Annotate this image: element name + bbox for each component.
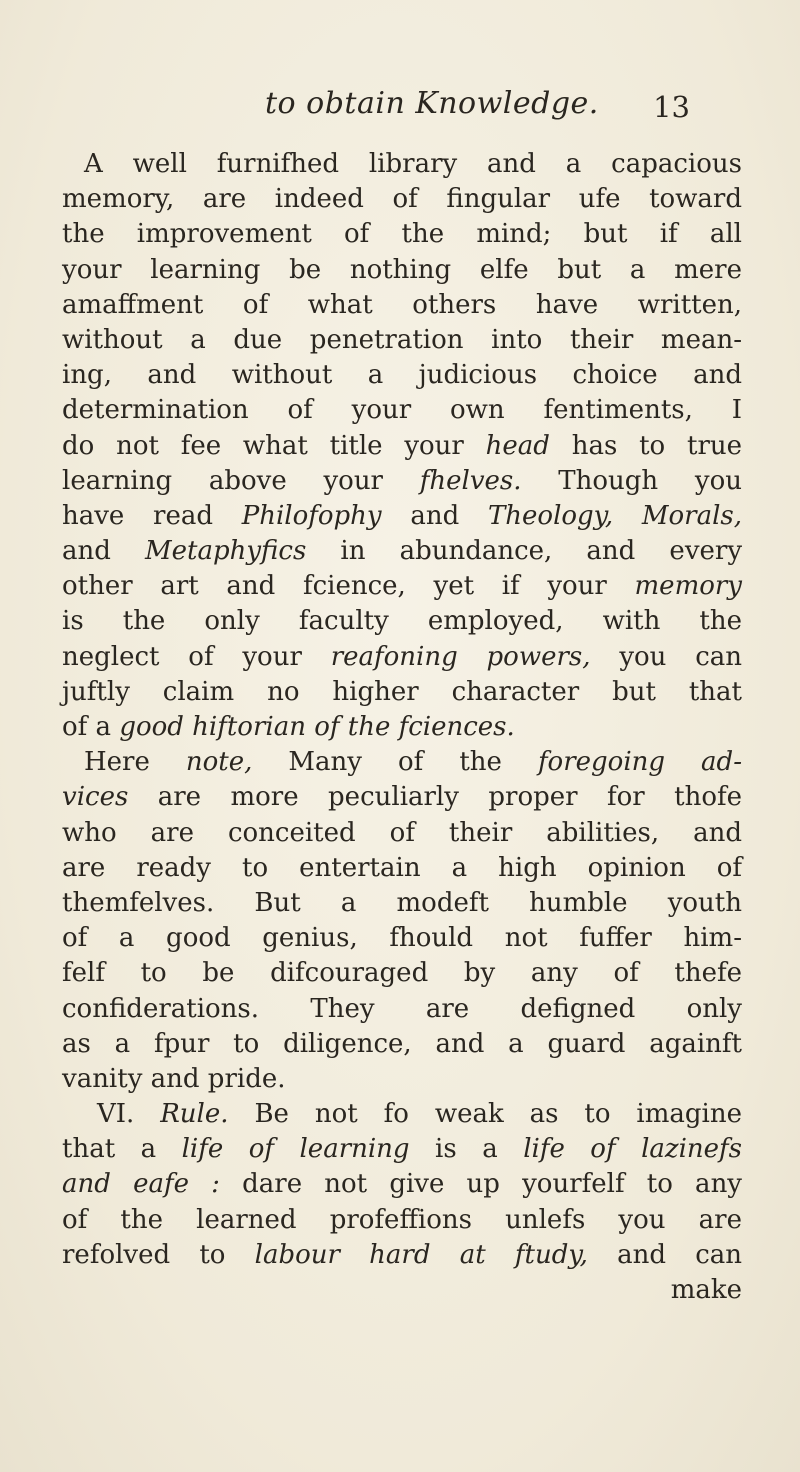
text-line: are ready to entertain a high opinion of: [62, 852, 742, 883]
running-head: to obtain Knowledge.: [265, 86, 599, 121]
text-line: other art and fcience, yet if your memory: [62, 571, 742, 602]
text-line: of a good hiftorian of the fciences.: [62, 712, 515, 742]
page-header: [60, 86, 740, 136]
text-line: VI. Rule. Be not fo weak as to imagine: [97, 1099, 742, 1130]
text-line: learning above your fhelves. Though you: [62, 465, 742, 496]
text-line: who are conceited of their abilities, and: [62, 817, 742, 848]
text-line: that a life of learning is a life of lazinefs: [62, 1134, 742, 1165]
text-line: the improvement of the mind; but if all: [62, 219, 742, 250]
text-line: amaffment of what others have written,: [62, 289, 742, 320]
body-text: [62, 147, 742, 1308]
text-line: felf to be difcouraged by any of thefe: [62, 958, 742, 989]
text-line: refolved to labour hard at ftudy, and can: [62, 1239, 742, 1270]
text-line: do not fee what title your head has to true: [62, 430, 742, 461]
text-line: of the learned profeffions unlefs you are: [62, 1204, 742, 1235]
text-line: Here note, Many of the foregoing ad-: [84, 747, 742, 778]
text-line: without a due penetration into their mean-: [62, 324, 742, 355]
text-line: confiderations. They are defigned only: [62, 993, 742, 1024]
text-line: themfelves. But a modeft humble youth: [62, 887, 742, 918]
text-line: juftly claim no higher character but that: [62, 676, 742, 707]
text-line: A well furnifhed library and a capacious: [84, 149, 742, 179]
text-line: as a fpur to diligence, and a guard againft: [62, 1028, 742, 1059]
text-line: ing, and without a judicious choice and: [62, 360, 742, 391]
text-line: vanity and pride.: [62, 1063, 286, 1094]
text-line: vices are more peculiarly proper for thofe: [62, 782, 742, 813]
text-line: your learning be nothing elfe but a mere: [62, 254, 742, 285]
text-line: memory, are indeed of fingular ufe toward: [62, 184, 742, 215]
catchword: make: [670, 1275, 742, 1305]
text-line: and Metaphyfics in abundance, and every: [62, 536, 743, 567]
text-line: is the only faculty employed, with the: [62, 606, 742, 637]
text-line: have read Philofophy and Theology, Morals,: [62, 500, 743, 531]
text-line: neglect of your reafoning powers, you can: [62, 641, 743, 672]
page-number: 13: [653, 90, 690, 124]
text-line: determination of your own fentiments, I: [62, 395, 742, 426]
text-line: and eafe : dare not give up yourfelf to any: [62, 1169, 742, 1200]
text-line: of a good genius, fhould not fuffer him-: [62, 923, 742, 954]
